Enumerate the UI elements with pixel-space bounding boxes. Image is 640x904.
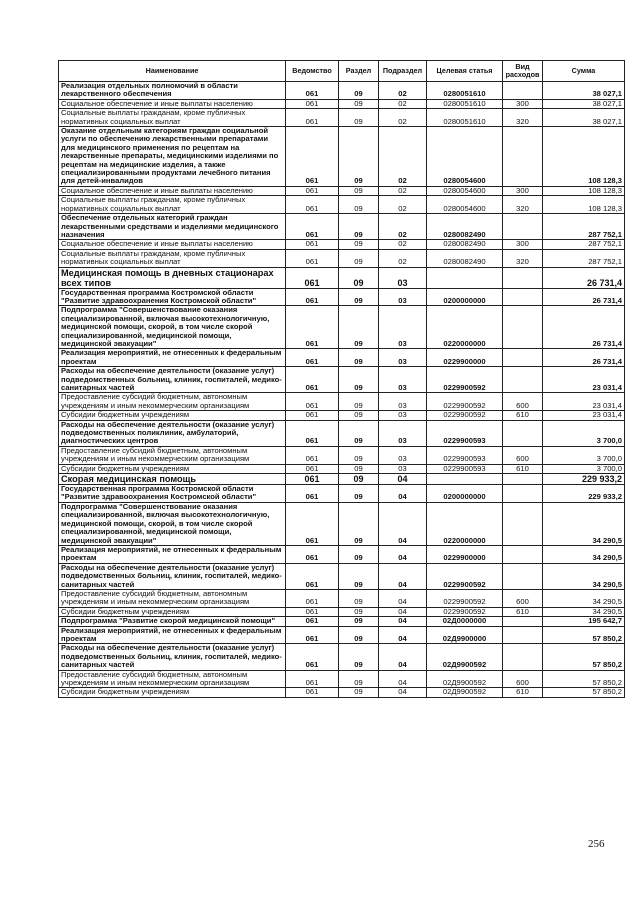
cell-section: 09 (339, 288, 379, 306)
cell-name: Медицинская помощь в дневных стационарах всех типов (59, 267, 286, 288)
cell-name: Реализация мероприятий, не отнесенных к федеральным проектам (59, 626, 286, 644)
cell-sum: 3 700,0 (543, 420, 625, 446)
cell-subsection: 04 (379, 474, 427, 485)
cell-sum: 26 731,4 (543, 306, 625, 349)
table-row (59, 349, 625, 367)
cell-dept: 061 (286, 670, 339, 688)
table-row (59, 186, 625, 195)
cell-sum: 38 027,1 (543, 82, 625, 100)
cell-dept: 061 (286, 99, 339, 108)
table-row (59, 670, 625, 688)
cell-name: Государственная программа Костромской области "Развитие здравоохранения Костромской области" (59, 288, 286, 306)
cell-name: Предоставление субсидий бюджетным, автономным учреждениям и иным некоммерческим организациям (59, 589, 286, 607)
cell-dept: 061 (286, 485, 339, 503)
cell-exptype (503, 267, 543, 288)
cell-section: 09 (339, 502, 379, 545)
cell-name: Субсидии бюджетным учреждениям (59, 411, 286, 420)
cell-name: Субсидии бюджетным учреждениям (59, 607, 286, 616)
cell-exptype (503, 626, 543, 644)
cell-name: Социальные выплаты гражданам, кроме публичных нормативных социальных выплат (59, 196, 286, 214)
cell-section: 09 (339, 563, 379, 589)
cell-dept: 061 (286, 446, 339, 464)
table-row (59, 545, 625, 563)
cell-dept: 061 (286, 109, 339, 127)
cell-section: 09 (339, 420, 379, 446)
cell-subsection: 02 (379, 109, 427, 127)
header-target: Целевая статья (427, 61, 503, 82)
cell-target: 0229900000 (427, 545, 503, 563)
cell-exptype (503, 420, 543, 446)
cell-sum: 287 752,1 (543, 249, 625, 267)
cell-dept: 061 (286, 464, 339, 473)
cell-name: Предоставление субсидий бюджетным, автономным учреждениям и иным некоммерческим организациям (59, 446, 286, 464)
cell-subsection: 02 (379, 196, 427, 214)
cell-section: 09 (339, 267, 379, 288)
cell-sum: 108 128,3 (543, 196, 625, 214)
cell-section: 09 (339, 464, 379, 473)
cell-dept: 061 (286, 249, 339, 267)
cell-section: 09 (339, 589, 379, 607)
cell-name: Обеспечение отдельных категорий граждан лекарственными средствами и изделиями медицинского назначения (59, 214, 286, 240)
cell-sum: 38 027,1 (543, 99, 625, 108)
table-row (59, 99, 625, 108)
cell-section: 09 (339, 626, 379, 644)
cell-section: 09 (339, 214, 379, 240)
cell-subsection: 03 (379, 420, 427, 446)
cell-subsection: 02 (379, 127, 427, 187)
cell-exptype: 610 (503, 688, 543, 697)
cell-name: Государственная программа Костромской области "Развитие здравоохранения Костромской области" (59, 485, 286, 503)
table-row (59, 589, 625, 607)
cell-sum: 26 731,4 (543, 349, 625, 367)
cell-name: Подпрограмма "Совершенствование оказания специализированной, включая высокотехнологичную, медицинской помощи, скорой, в том числе скорой специализированной, медицинской помощи, медицинской эвакуации" (59, 502, 286, 545)
cell-sum: 23 031,4 (543, 411, 625, 420)
cell-section: 09 (339, 644, 379, 670)
cell-sum: 34 290,5 (543, 607, 625, 616)
cell-dept: 061 (286, 82, 339, 100)
cell-section: 09 (339, 249, 379, 267)
cell-subsection: 04 (379, 626, 427, 644)
cell-sum: 26 731,4 (543, 288, 625, 306)
cell-subsection: 03 (379, 411, 427, 420)
table-row (59, 446, 625, 464)
cell-target: 0229900593 (427, 464, 503, 473)
cell-target: 0280054600 (427, 186, 503, 195)
cell-subsection: 04 (379, 670, 427, 688)
cell-subsection: 03 (379, 288, 427, 306)
table-row (59, 240, 625, 249)
cell-subsection: 04 (379, 563, 427, 589)
cell-dept: 061 (286, 367, 339, 393)
cell-exptype (503, 127, 543, 187)
cell-subsection: 03 (379, 393, 427, 411)
cell-target: 0229900592 (427, 607, 503, 616)
cell-name: Социальное обеспечение и иные выплаты населению (59, 240, 286, 249)
cell-section: 09 (339, 670, 379, 688)
cell-name: Социальные выплаты гражданам, кроме публичных нормативных социальных выплат (59, 109, 286, 127)
cell-dept: 061 (286, 589, 339, 607)
cell-subsection: 03 (379, 267, 427, 288)
cell-exptype (503, 502, 543, 545)
table-row (59, 411, 625, 420)
cell-exptype: 320 (503, 109, 543, 127)
cell-section: 09 (339, 306, 379, 349)
cell-dept: 061 (286, 420, 339, 446)
cell-section: 09 (339, 240, 379, 249)
cell-name: Расходы на обеспечение деятельности (оказание услуг) подведомственных больниц, клиник, госпиталей, медико-санитарных частей (59, 367, 286, 393)
cell-target: 02Д9900592 (427, 688, 503, 697)
cell-dept: 061 (286, 688, 339, 697)
header-subsection: Подраздел (379, 61, 427, 82)
cell-subsection: 02 (379, 186, 427, 195)
header-name: Наименование (59, 61, 286, 82)
cell-section: 09 (339, 485, 379, 503)
cell-exptype (503, 288, 543, 306)
cell-exptype (503, 367, 543, 393)
cell-target: 02Д9900592 (427, 644, 503, 670)
table-row (59, 464, 625, 473)
cell-sum: 57 850,2 (543, 688, 625, 697)
cell-sum: 34 290,5 (543, 589, 625, 607)
cell-sum: 287 752,1 (543, 240, 625, 249)
cell-section: 09 (339, 393, 379, 411)
cell-exptype (503, 306, 543, 349)
cell-dept: 061 (286, 267, 339, 288)
cell-sum: 26 731,4 (543, 267, 625, 288)
cell-section: 09 (339, 411, 379, 420)
table-row (59, 127, 625, 187)
table-row (59, 688, 625, 697)
cell-section: 09 (339, 688, 379, 697)
cell-name: Социальное обеспечение и иные выплаты населению (59, 99, 286, 108)
cell-subsection: 04 (379, 644, 427, 670)
cell-exptype: 320 (503, 249, 543, 267)
cell-dept: 061 (286, 240, 339, 249)
cell-name: Расходы на обеспечение деятельности (оказание услуг) подведомственных больниц, клиник, госпиталей, медико-санитарных частей (59, 563, 286, 589)
cell-dept: 061 (286, 617, 339, 626)
cell-sum: 229 933,2 (543, 474, 625, 485)
cell-target: 02Д0000000 (427, 617, 503, 626)
cell-sum: 34 290,5 (543, 502, 625, 545)
cell-name: Реализация мероприятий, не отнесенных к федеральным проектам (59, 545, 286, 563)
cell-section: 09 (339, 446, 379, 464)
table-row (59, 474, 625, 485)
cell-dept: 061 (286, 474, 339, 485)
cell-section: 09 (339, 186, 379, 195)
table-row (59, 644, 625, 670)
cell-dept: 061 (286, 502, 339, 545)
cell-sum: 23 031,4 (543, 367, 625, 393)
cell-section: 09 (339, 82, 379, 100)
cell-dept: 061 (286, 545, 339, 563)
cell-subsection: 04 (379, 485, 427, 503)
cell-exptype: 610 (503, 607, 543, 616)
cell-subsection: 04 (379, 545, 427, 563)
cell-target (427, 267, 503, 288)
table-row (59, 502, 625, 545)
header-dept: Ведомство (286, 61, 339, 82)
cell-target: 0229900593 (427, 420, 503, 446)
cell-exptype: 610 (503, 464, 543, 473)
cell-sum: 23 031,4 (543, 393, 625, 411)
cell-sum: 229 933,2 (543, 485, 625, 503)
cell-dept: 061 (286, 288, 339, 306)
table-row (59, 267, 625, 288)
cell-exptype (503, 617, 543, 626)
cell-section: 09 (339, 545, 379, 563)
cell-dept: 061 (286, 196, 339, 214)
table-row (59, 563, 625, 589)
cell-section: 09 (339, 607, 379, 616)
cell-target: 0229900592 (427, 411, 503, 420)
cell-name: Оказание отдельным категориям граждан социальной услуги по обеспечению лекарственными препаратами для медицинского применения по рецептам на лекарственные препараты, медицинскими изделиями по рецептам на медицинские изделия, а также специализированными продуктами лечебного питания для детей-инвалидов (59, 127, 286, 187)
cell-section: 09 (339, 367, 379, 393)
cell-name: Реализация отдельных полномочий в области лекарственного обеспечения (59, 82, 286, 100)
cell-target: 0220000000 (427, 502, 503, 545)
cell-sum: 57 850,2 (543, 670, 625, 688)
cell-name: Расходы на обеспечение деятельности (оказание услуг) подведомственных больниц, клиник, госпиталей, медико-санитарных частей (59, 644, 286, 670)
table-row (59, 306, 625, 349)
table-row (59, 367, 625, 393)
page-number: 256 (588, 838, 605, 850)
cell-sum: 3 700,0 (543, 464, 625, 473)
cell-target: 0200000000 (427, 485, 503, 503)
table-row (59, 214, 625, 240)
cell-subsection: 03 (379, 349, 427, 367)
table-row (59, 82, 625, 100)
cell-section: 09 (339, 109, 379, 127)
cell-exptype (503, 485, 543, 503)
cell-target: 0220000000 (427, 306, 503, 349)
cell-exptype: 320 (503, 196, 543, 214)
cell-name: Реализация мероприятий, не отнесенных к федеральным проектам (59, 349, 286, 367)
cell-sum: 3 700,0 (543, 446, 625, 464)
header-section: Раздел (339, 61, 379, 82)
cell-target: 0229900592 (427, 393, 503, 411)
cell-target: 02Д9900000 (427, 626, 503, 644)
cell-subsection: 03 (379, 367, 427, 393)
cell-dept: 061 (286, 626, 339, 644)
cell-section: 09 (339, 127, 379, 187)
cell-dept: 061 (286, 411, 339, 420)
cell-subsection: 02 (379, 249, 427, 267)
cell-subsection: 04 (379, 607, 427, 616)
cell-name: Субсидии бюджетным учреждениям (59, 464, 286, 473)
cell-exptype: 300 (503, 99, 543, 108)
cell-target: 0200000000 (427, 288, 503, 306)
cell-subsection: 03 (379, 464, 427, 473)
cell-subsection: 02 (379, 240, 427, 249)
cell-subsection: 03 (379, 446, 427, 464)
cell-name: Расходы на обеспечение деятельности (оказание услуг) подведомственных поликлиник, амбулаторий, диагностических центров (59, 420, 286, 446)
cell-target (427, 474, 503, 485)
cell-target: 0229900592 (427, 563, 503, 589)
cell-target: 02Д9900592 (427, 670, 503, 688)
cell-exptype: 600 (503, 393, 543, 411)
cell-dept: 061 (286, 607, 339, 616)
table-row (59, 249, 625, 267)
table-body (59, 82, 625, 698)
cell-subsection: 03 (379, 306, 427, 349)
cell-exptype: 600 (503, 670, 543, 688)
cell-sum: 57 850,2 (543, 644, 625, 670)
cell-section: 09 (339, 99, 379, 108)
cell-name: Подпрограмма "Развитие скорой медицинской помощи" (59, 617, 286, 626)
cell-name: Предоставление субсидий бюджетным, автономным учреждениям и иным некоммерческим организациям (59, 393, 286, 411)
cell-sum: 57 850,2 (543, 626, 625, 644)
cell-target: 0280051610 (427, 99, 503, 108)
cell-target: 0229900000 (427, 349, 503, 367)
cell-dept: 061 (286, 186, 339, 195)
cell-exptype (503, 545, 543, 563)
cell-sum: 287 752,1 (543, 214, 625, 240)
cell-target: 0229900592 (427, 367, 503, 393)
cell-exptype (503, 214, 543, 240)
cell-exptype: 300 (503, 186, 543, 195)
cell-subsection: 04 (379, 688, 427, 697)
cell-section: 09 (339, 349, 379, 367)
cell-dept: 061 (286, 349, 339, 367)
table-row (59, 196, 625, 214)
budget-table (58, 60, 625, 698)
cell-name: Скорая медицинская помощь (59, 474, 286, 485)
cell-exptype (503, 563, 543, 589)
cell-subsection: 04 (379, 502, 427, 545)
table-row (59, 393, 625, 411)
cell-subsection: 02 (379, 214, 427, 240)
cell-name: Социальные выплаты гражданам, кроме публичных нормативных социальных выплат (59, 249, 286, 267)
cell-exptype (503, 349, 543, 367)
table-row (59, 109, 625, 127)
cell-section: 09 (339, 196, 379, 214)
cell-subsection: 04 (379, 617, 427, 626)
table-row (59, 420, 625, 446)
table-row (59, 607, 625, 616)
cell-name: Социальное обеспечение и иные выплаты населению (59, 186, 286, 195)
cell-sum: 34 290,5 (543, 545, 625, 563)
cell-target: 0280051610 (427, 82, 503, 100)
cell-sum: 38 027,1 (543, 109, 625, 127)
table-row (59, 485, 625, 503)
cell-exptype: 610 (503, 411, 543, 420)
cell-exptype (503, 644, 543, 670)
cell-name: Предоставление субсидий бюджетным, автономным учреждениям и иным некоммерческим организациям (59, 670, 286, 688)
cell-subsection: 02 (379, 99, 427, 108)
cell-section: 09 (339, 474, 379, 485)
cell-target: 0280082490 (427, 240, 503, 249)
cell-dept: 061 (286, 306, 339, 349)
table-header-row (59, 61, 625, 82)
cell-target: 0280054600 (427, 196, 503, 214)
cell-sum: 195 642,7 (543, 617, 625, 626)
cell-target: 0229900592 (427, 589, 503, 607)
cell-dept: 061 (286, 393, 339, 411)
cell-target: 0229900593 (427, 446, 503, 464)
cell-name: Подпрограмма "Совершенствование оказания специализированной, включая высокотехнологичную, медицинской помощи, скорой, в том числе скорой специализированной, медицинской помощи, медицинской эвакуации" (59, 306, 286, 349)
cell-dept: 061 (286, 563, 339, 589)
cell-sum: 108 128,3 (543, 127, 625, 187)
cell-subsection: 04 (379, 589, 427, 607)
cell-sum: 34 290,5 (543, 563, 625, 589)
cell-name: Субсидии бюджетным учреждениям (59, 688, 286, 697)
cell-dept: 061 (286, 644, 339, 670)
cell-exptype: 300 (503, 240, 543, 249)
cell-subsection: 02 (379, 82, 427, 100)
cell-target: 0280051610 (427, 109, 503, 127)
table-row (59, 626, 625, 644)
cell-target: 0280082490 (427, 214, 503, 240)
table-row (59, 617, 625, 626)
cell-target: 0280082490 (427, 249, 503, 267)
cell-exptype (503, 474, 543, 485)
header-sum: Сумма (543, 61, 625, 82)
table-row (59, 288, 625, 306)
cell-dept: 061 (286, 214, 339, 240)
cell-section: 09 (339, 617, 379, 626)
header-exptype: Вид расходов (503, 61, 543, 82)
cell-exptype: 600 (503, 446, 543, 464)
cell-sum: 108 128,3 (543, 186, 625, 195)
cell-dept: 061 (286, 127, 339, 187)
cell-target: 0280054600 (427, 127, 503, 187)
cell-exptype: 600 (503, 589, 543, 607)
cell-exptype (503, 82, 543, 100)
